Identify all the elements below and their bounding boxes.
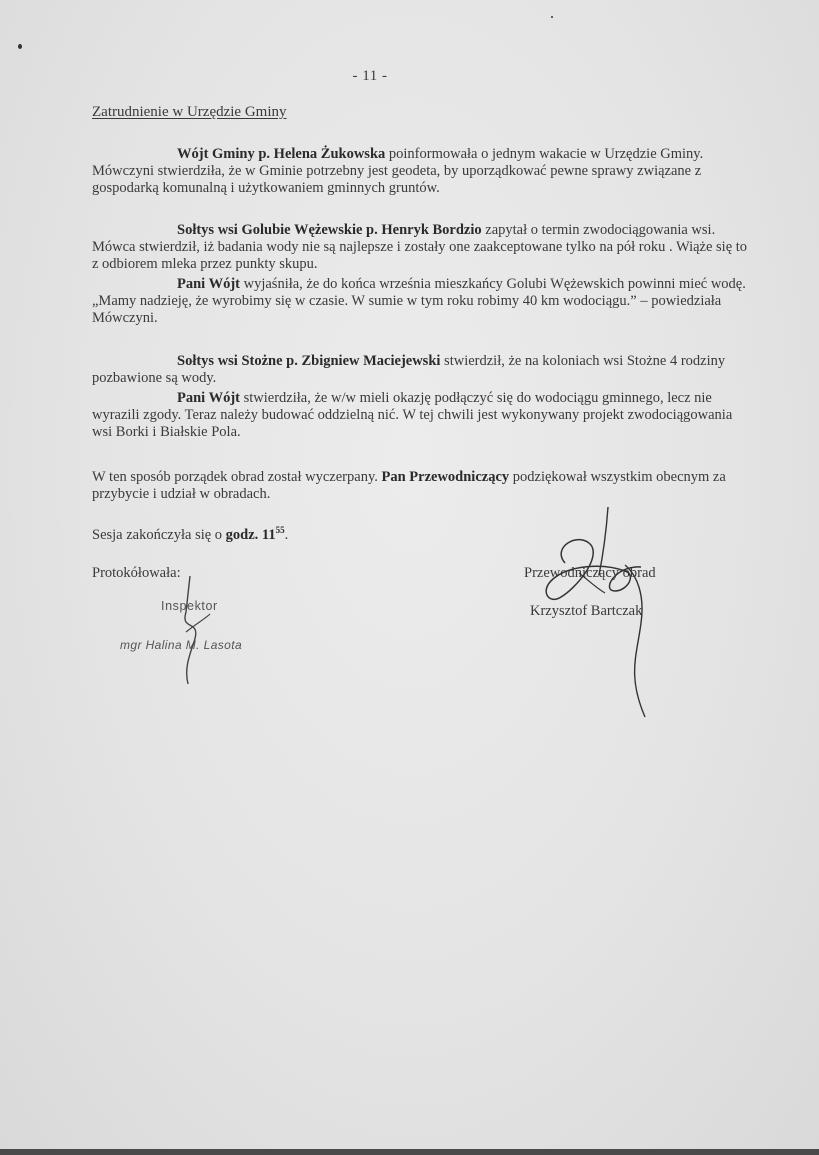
paragraph-mayor-answer [92,276,752,326]
paragraph-mayor-stozne-answer [92,390,752,440]
inspector-stamp-title: Inspektor [161,599,218,613]
paragraph-text: podziękował wszystkim obecnym za przybycie i udział w obradach. [92,469,726,502]
paragraph-text: Sesja zakończyła się o [92,527,223,543]
paragraph-text: zapytał o termin zwodociągowania wsi. Mówca stwierdził, iż badania wody nie są najlepsze i zostały one zaakceptowane tylko na pół roku . Wiąże się to z odbiorem mleka przez punkty skupu. [92,222,748,272]
speaker-name: Pani Wójt [177,390,240,406]
paragraph-golubie-question [92,222,752,272]
chairman-stamp-name: Krzysztof Bartczak [530,603,643,619]
speaker-name: Pan Przewodniczący [381,469,510,485]
end-time [226,527,285,543]
scan-speck [551,16,553,18]
paragraph-stozne-statement [92,353,752,387]
paragraph-mayor-vacancy [92,146,752,196]
scan-speck [18,44,22,49]
end-time-minutes: 55 [275,525,285,536]
end-punctuation: . [284,527,289,543]
speaker-name: Pani Wójt [177,276,240,292]
speaker-name: Sołtys wsi Stożne p. Zbigniew Maciejewski [177,353,441,369]
scan-bottom-edge [0,1149,819,1155]
section-heading: Zatrudnienie w Urzędzie Gminy [92,104,287,120]
recorder-label: Protokółowała: [92,565,181,581]
speaker-name: Sołtys wsi Golubie Wężewskie p. Henryk Bordzio [177,222,482,238]
paragraph-text: W ten sposób porządek obrad został wyczerpany. [92,469,378,485]
chairman-signature [505,495,695,725]
paragraph-text: poinformowała o jednym wakacie w Urzędzie Gminy. Mówczyni stwierdziła, że w Gminie potrzebny jest geodeta, by uporządkować pewne sprawy związane z gospodarką komunalną i użytkowaniem gminnych gruntów. [92,146,704,196]
paragraph-text: stwierdziła, że w/w mieli okazję podłączyć się do wodociągu gminnego, lecz nie wyrazili zgody. Teraz należy budować oddzielną nić. W tej chwili jest wykonywany projekt zwodociągowania wsi Borki i Białskie Pola. [92,390,733,440]
paragraph-text: stwierdził, że na koloniach wsi Stożne 4 rodziny pozbawione są wody. [92,353,726,386]
paragraph-text: wyjaśniła, że do końca września mieszkańcy Golubi Wężewskich powinni mieć wodę. „Mamy nadzieję, że wyrobimy się w czasie. W sumie w tym roku robimy 40 km wodociągu.” – powiedziała Mówczyni. [92,276,746,326]
recorder-signature [150,572,230,692]
chairman-stamp-title: Przewodniczący obrad [524,565,656,581]
speaker-name: Wójt Gminy p. Helena Żukowska [177,146,386,162]
inspector-stamp-name: mgr Halina M. Lasota [120,638,243,652]
end-time-text: godz. 11 [225,527,276,543]
page-number: - 11 - [352,68,388,84]
